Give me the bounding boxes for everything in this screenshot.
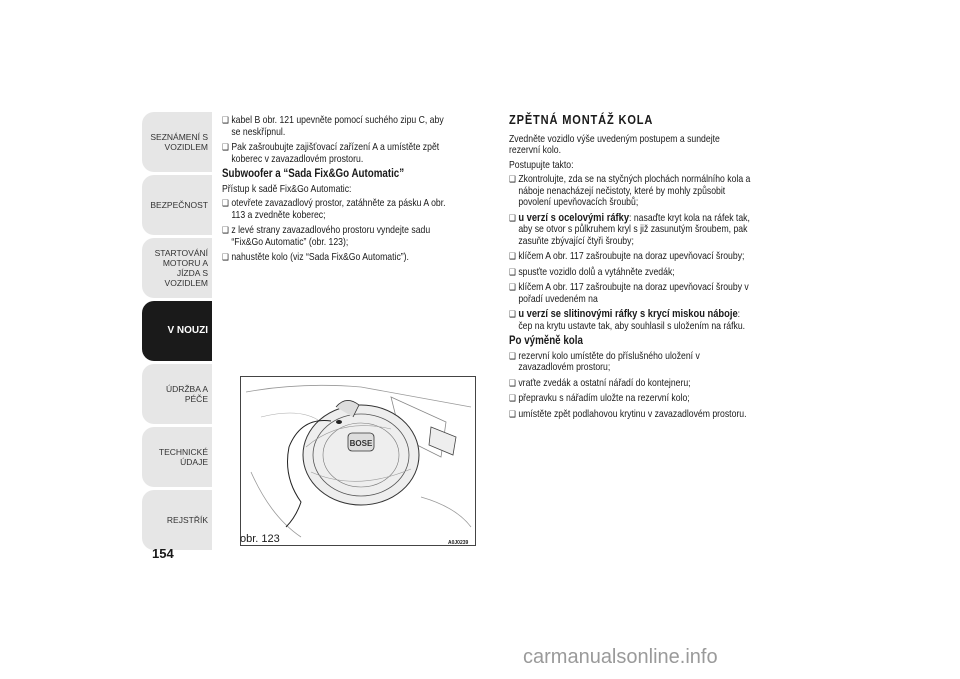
list-item: ❑ kabel B obr. 121 upevněte pomocí suchého zipu C, aby se neskřípnul. (222, 115, 452, 138)
list-item: ❑ otevřete zavazadlový prostor, zatáhněte za pásku A obr. 113 a zvedněte koberec; (222, 198, 452, 221)
list-item: ❑ rezervní kolo umístěte do příslušného uložení v zavazadlovém prostoru; (509, 351, 751, 374)
list-item: ❑ vraťte zvedák a ostatní nářadí do kontejneru; (509, 378, 751, 390)
list-item: ❑ umístěte zpět podlahovou krytinu v zavazadlovém prostoru. (509, 409, 751, 421)
figure-spare-wheel (240, 376, 476, 546)
emphasis: u verzí s ocelovými ráfky (518, 211, 630, 224)
spare-wheel-illustration (241, 377, 475, 545)
chapter-tabs (142, 112, 212, 553)
tab-bezpecnost[interactable]: BEZPEČNOST (142, 175, 212, 235)
list-item-text: : nasaďte kryt kola na ráfek tak, aby se otvor s půlkruhem kryl s již zasunutým šroubem, pak zasuňte zbývající čtyři šrouby; (518, 212, 750, 247)
list-item: ❑ nahustěte kolo (viz “Sada Fix&Go Automatic”). (222, 252, 452, 264)
list-item: ❑ Zkontrolujte, zda se na styčných plochách normálního kola a náboje nenacházejí nečistoty, které by mohly způsobit povolení upevňovacích šroubů; (509, 174, 751, 209)
paragraph: Postupujte takto: (509, 159, 574, 171)
right-column (509, 114, 751, 424)
list-item: ❑ přepravku s nářadím uložte na rezervní kolo; (509, 393, 751, 405)
list-item: ❑ klíčem A obr. 117 zašroubujte na doraz upevňovací šrouby v pořadí uvedeném na (509, 282, 751, 305)
section-heading: Subwoofer a “Sada Fix&Go Automatic” (222, 168, 405, 180)
section-heading: ZPĚTNÁ MONTÁŽ KOLA (509, 112, 654, 127)
tab-udrzba[interactable]: ÚDRŽBA A PÉČE (142, 364, 212, 424)
page-number: 154 (152, 546, 174, 561)
emphasis: u verzí se slitinovými ráfky s krycí miskou náboje (518, 308, 738, 320)
tab-rejstrik[interactable]: REJSTŘÍK (142, 490, 212, 550)
tab-technicke-udaje[interactable]: TECHNICKÉ ÚDAJE (142, 427, 212, 487)
paragraph: Zvedněte vozidlo výše uvedeným postupem a sundejte rezervní kolo. (509, 133, 720, 156)
section-heading: Po výměně kola (509, 335, 583, 347)
list-item-text: : čep na krytu ustavte tak, aby souhlasil s uložením na ráfku. (518, 309, 746, 332)
list-item (509, 309, 751, 332)
tab-startovani[interactable]: STARTOVÁNÍ MOTORU A JÍZDA S VOZIDLEM (142, 238, 212, 298)
list-item: ❑ z levé strany zavazadlového prostoru vyndejte sadu “Fix&Go Automatic” (obr. 123); (222, 225, 452, 248)
logo-text: BOSE (349, 439, 373, 448)
left-column (222, 115, 452, 268)
list-item: ❑ Pak zašroubujte zajišťovací zařízení A a umístěte zpět koberec v zavazadlovém prostoru. (222, 142, 452, 165)
list-item: ❑ spusťte vozidlo dolů a vytáhněte zvedák; (509, 267, 751, 279)
list-item: ❑ klíčem A obr. 117 zašroubujte na doraz upevňovací šrouby; (509, 251, 751, 263)
paragraph: Přístup k sadě Fix&Go Automatic: (222, 183, 352, 195)
figure-caption: obr. 123 (240, 533, 280, 545)
figure-code: A0J0239 (448, 540, 469, 546)
watermark: carmanualsonline.info (523, 646, 718, 668)
list-item (509, 213, 751, 248)
tab-v-nouzi[interactable]: V NOUZI (142, 301, 212, 361)
tab-seznameni[interactable]: SEZNÁMENÍ S VOZIDLEM (142, 112, 212, 172)
